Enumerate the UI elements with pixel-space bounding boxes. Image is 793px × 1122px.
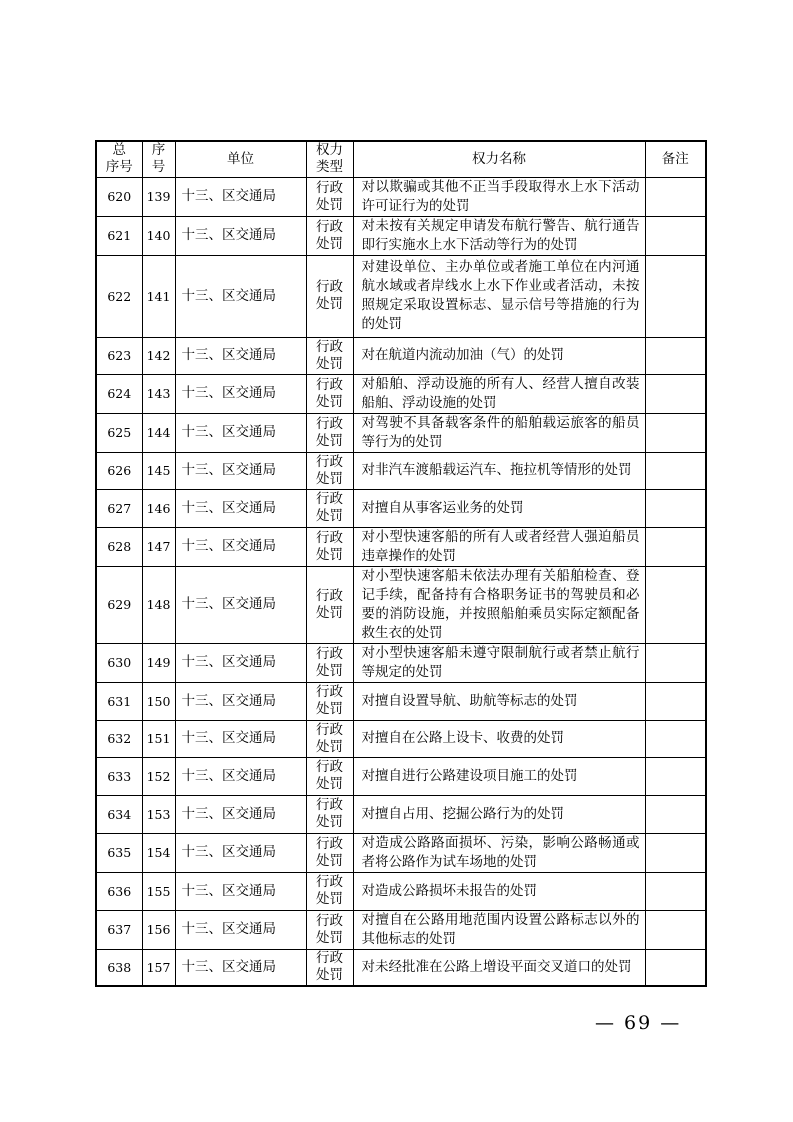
power-type-cell: 行政 处罚 <box>306 413 353 452</box>
unit-cell: 十三、区交通局 <box>175 720 306 757</box>
unit-cell: 十三、区交通局 <box>175 413 306 452</box>
power-name-cell: 对小型快速客船未遵守限制航行或者禁止航行等规定的处罚 <box>353 643 645 682</box>
note-cell <box>645 452 706 489</box>
power-name-cell: 对擅自进行公路建设项目施工的处罚 <box>353 757 645 795</box>
unit-cell: 十三、区交通局 <box>175 566 306 643</box>
unit-cell: 十三、区交通局 <box>175 527 306 566</box>
table-row <box>96 910 706 949</box>
seq-cell: 142 <box>142 337 175 374</box>
power-name-cell: 对驾驶不具备载客条件的船舶载运旅客的船员等行为的处罚 <box>353 413 645 452</box>
power-type-cell: 行政 处罚 <box>306 566 353 643</box>
table-row <box>96 682 706 720</box>
total-seq-cell: 622 <box>96 255 142 337</box>
total-seq-cell: 633 <box>96 757 142 795</box>
table-row <box>96 872 706 910</box>
total-seq-cell: 636 <box>96 872 142 910</box>
header-unit: 单位 <box>175 141 306 177</box>
seq-cell: 145 <box>142 452 175 489</box>
unit-cell: 十三、区交通局 <box>175 795 306 833</box>
seq-cell: 153 <box>142 795 175 833</box>
power-name-cell: 对擅自在公路上设卡、收费的处罚 <box>353 720 645 757</box>
note-cell <box>645 489 706 527</box>
power-type-cell: 行政 处罚 <box>306 452 353 489</box>
seq-cell: 155 <box>142 872 175 910</box>
power-type-cell: 行政 处罚 <box>306 872 353 910</box>
total-seq-cell: 630 <box>96 643 142 682</box>
table-header-row <box>96 141 706 177</box>
power-type-cell: 行政 处罚 <box>306 757 353 795</box>
power-type-cell: 行政 处罚 <box>306 337 353 374</box>
total-seq-cell: 637 <box>96 910 142 949</box>
table-row <box>96 413 706 452</box>
unit-cell: 十三、区交通局 <box>175 216 306 255</box>
power-type-cell: 行政 处罚 <box>306 216 353 255</box>
power-name-cell: 对擅自在公路用地范围内设置公路标志以外的其他标志的处罚 <box>353 910 645 949</box>
power-type-cell: 行政 处罚 <box>306 255 353 337</box>
total-seq-cell: 625 <box>96 413 142 452</box>
total-seq-cell: 632 <box>96 720 142 757</box>
note-cell <box>645 374 706 413</box>
power-name-cell: 对非汽车渡船载运汽车、拖拉机等情形的处罚 <box>353 452 645 489</box>
header-name: 权力名称 <box>353 141 645 177</box>
table-row <box>96 949 706 986</box>
table-row <box>96 833 706 872</box>
table-row <box>96 255 706 337</box>
power-type-cell: 行政 处罚 <box>306 489 353 527</box>
seq-cell: 150 <box>142 682 175 720</box>
note-cell <box>645 413 706 452</box>
power-type-cell: 行政 处罚 <box>306 374 353 413</box>
note-cell <box>645 682 706 720</box>
table-row <box>96 527 706 566</box>
seq-cell: 156 <box>142 910 175 949</box>
note-cell <box>645 255 706 337</box>
note-cell <box>645 216 706 255</box>
unit-cell: 十三、区交通局 <box>175 949 306 986</box>
total-seq-cell: 629 <box>96 566 142 643</box>
power-type-cell: 行政 处罚 <box>306 682 353 720</box>
seq-cell: 148 <box>142 566 175 643</box>
power-type-cell: 行政 处罚 <box>306 833 353 872</box>
seq-cell: 154 <box>142 833 175 872</box>
power-name-cell: 对造成公路路面损坏、污染，影响公路畅通或者将公路作为试车场地的处罚 <box>353 833 645 872</box>
table-row <box>96 566 706 643</box>
page-number: — 69 — <box>595 1012 682 1034</box>
table-row <box>96 337 706 374</box>
power-name-cell: 对擅自从事客运业务的处罚 <box>353 489 645 527</box>
header-note: 备注 <box>645 141 706 177</box>
unit-cell: 十三、区交通局 <box>175 255 306 337</box>
table-row <box>96 757 706 795</box>
seq-cell: 141 <box>142 255 175 337</box>
unit-cell: 十三、区交通局 <box>175 374 306 413</box>
table-row <box>96 216 706 255</box>
seq-cell: 147 <box>142 527 175 566</box>
power-type-cell: 行政 处罚 <box>306 910 353 949</box>
table-row <box>96 177 706 216</box>
power-type-cell: 行政 处罚 <box>306 527 353 566</box>
seq-cell: 143 <box>142 374 175 413</box>
unit-cell: 十三、区交通局 <box>175 452 306 489</box>
table-row <box>96 452 706 489</box>
power-name-cell: 对在航道内流动加油（气）的处罚 <box>353 337 645 374</box>
power-name-cell: 对擅自设置导航、助航等标志的处罚 <box>353 682 645 720</box>
unit-cell: 十三、区交通局 <box>175 489 306 527</box>
seq-cell: 146 <box>142 489 175 527</box>
unit-cell: 十三、区交通局 <box>175 833 306 872</box>
table-body <box>96 177 706 986</box>
power-type-cell: 行政 处罚 <box>306 643 353 682</box>
unit-cell: 十三、区交通局 <box>175 910 306 949</box>
power-type-cell: 行政 处罚 <box>306 177 353 216</box>
note-cell <box>645 643 706 682</box>
seq-cell: 152 <box>142 757 175 795</box>
total-seq-cell: 635 <box>96 833 142 872</box>
unit-cell: 十三、区交通局 <box>175 177 306 216</box>
note-cell <box>645 833 706 872</box>
header-seq: 序 号 <box>142 141 175 177</box>
power-name-cell: 对未按有关规定申请发布航行警告、航行通告即行实施水上水下活动等行为的处罚 <box>353 216 645 255</box>
power-type-cell: 行政 处罚 <box>306 795 353 833</box>
note-cell <box>645 527 706 566</box>
power-type-cell: 行政 处罚 <box>306 949 353 986</box>
power-name-cell: 对以欺骗或其他不正当手段取得水上水下活动许可证行为的处罚 <box>353 177 645 216</box>
unit-cell: 十三、区交通局 <box>175 337 306 374</box>
note-cell <box>645 949 706 986</box>
seq-cell: 151 <box>142 720 175 757</box>
power-name-cell: 对未经批准在公路上增设平面交叉道口的处罚 <box>353 949 645 986</box>
note-cell <box>645 720 706 757</box>
total-seq-cell: 634 <box>96 795 142 833</box>
seq-cell: 140 <box>142 216 175 255</box>
note-cell <box>645 795 706 833</box>
note-cell <box>645 566 706 643</box>
total-seq-cell: 627 <box>96 489 142 527</box>
unit-cell: 十三、区交通局 <box>175 682 306 720</box>
total-seq-cell: 621 <box>96 216 142 255</box>
seq-cell: 139 <box>142 177 175 216</box>
power-type-cell: 行政 处罚 <box>306 720 353 757</box>
power-name-cell: 对擅自占用、挖掘公路行为的处罚 <box>353 795 645 833</box>
table-row <box>96 795 706 833</box>
total-seq-cell: 628 <box>96 527 142 566</box>
total-seq-cell: 626 <box>96 452 142 489</box>
note-cell <box>645 337 706 374</box>
seq-cell: 144 <box>142 413 175 452</box>
total-seq-cell: 638 <box>96 949 142 986</box>
seq-cell: 149 <box>142 643 175 682</box>
header-total-seq: 总 序号 <box>96 141 142 177</box>
total-seq-cell: 631 <box>96 682 142 720</box>
note-cell <box>645 177 706 216</box>
note-cell <box>645 757 706 795</box>
header-type: 权力 类型 <box>306 141 353 177</box>
note-cell <box>645 872 706 910</box>
power-name-cell: 对造成公路损坏未报告的处罚 <box>353 872 645 910</box>
unit-cell: 十三、区交通局 <box>175 872 306 910</box>
power-name-cell: 对小型快速客船的所有人或者经营人强迫船员违章操作的处罚 <box>353 527 645 566</box>
power-name-cell: 对小型快速客船未依法办理有关船舶检查、登记手续，配备持有合格职务证书的驾驶员和必要的消防设施，并按照船舶乘员实际定额配备救生衣的处罚 <box>353 566 645 643</box>
table-row <box>96 489 706 527</box>
total-seq-cell: 623 <box>96 337 142 374</box>
note-cell <box>645 910 706 949</box>
total-seq-cell: 620 <box>96 177 142 216</box>
unit-cell: 十三、区交通局 <box>175 757 306 795</box>
table-row <box>96 643 706 682</box>
table-row <box>96 720 706 757</box>
power-name-cell: 对建设单位、主办单位或者施工单位在内河通航水域或者岸线水上水下作业或者活动，未按照规定采取设置标志、显示信号等措施的行为的处罚 <box>353 255 645 337</box>
total-seq-cell: 624 <box>96 374 142 413</box>
unit-cell: 十三、区交通局 <box>175 643 306 682</box>
power-name-cell: 对船舶、浮动设施的所有人、经营人擅自改装船舶、浮动设施的处罚 <box>353 374 645 413</box>
table-row <box>96 374 706 413</box>
power-list-table <box>95 140 707 987</box>
seq-cell: 157 <box>142 949 175 986</box>
